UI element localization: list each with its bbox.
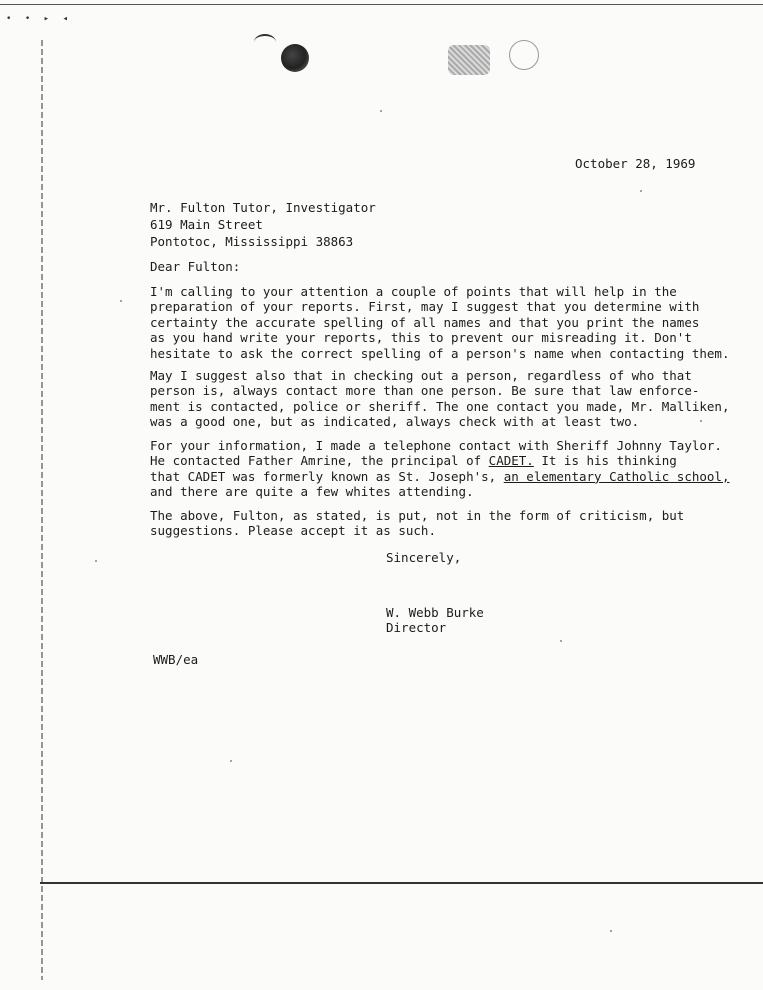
- recipient-line-3: Pontotoc, Mississippi 38863: [150, 234, 354, 249]
- paragraph-line: suggestions. Please accept it as such.: [150, 523, 436, 539]
- paragraph-line: [150, 453, 710, 468]
- stamp-blotch: [448, 45, 490, 75]
- paragraph-2: [150, 368, 730, 430]
- recipient-line-2: 619 Main Street: [150, 217, 263, 232]
- paragraph-line: certainty the accurate spelling of all names and that you print the names: [150, 314, 700, 330]
- paragraph-line: preparation of your reports. First, may I suggest that you determine with: [150, 299, 700, 315]
- paragraph-line: and there are quite a few whites attending.: [150, 484, 474, 500]
- paragraph-line: person is, always contact more than one person. Be sure that law enforce-: [150, 383, 700, 399]
- speck: [640, 190, 642, 192]
- speck: [380, 110, 382, 112]
- top-edge-rule: [0, 4, 763, 5]
- speck: [700, 420, 702, 422]
- paragraph-line: was a good one, but as indicated, always check with at least two.: [150, 414, 640, 430]
- recipient-address: [150, 199, 376, 250]
- paragraph-line: [150, 468, 730, 484]
- paragraph-line: May I suggest also that in checking out a person, regardless of who that: [150, 368, 692, 383]
- bottom-edge-rule: [40, 882, 763, 884]
- speck: [230, 760, 232, 762]
- corner-marks: • • ▸ ◂: [6, 14, 72, 24]
- paragraph-1: [150, 284, 730, 361]
- left-margin-line: [41, 40, 43, 980]
- signer-name: W. Webb Burke: [386, 605, 484, 620]
- paragraph-segment: It is his thinking: [533, 453, 677, 469]
- paragraph-segment: that CADET was formerly known as St. Joseph's,: [150, 468, 497, 484]
- paragraph-3: [150, 438, 730, 500]
- recipient-line-1: Mr. Fulton Tutor, Investigator: [150, 200, 376, 215]
- speck: [95, 560, 97, 562]
- speck: [560, 640, 562, 642]
- typist-initials: WWB/ea: [153, 652, 199, 667]
- closing: Sincerely,: [386, 550, 462, 565]
- salutation: Dear Fulton:: [150, 259, 241, 274]
- paragraph-line: The above, Fulton, as stated, is put, not in the form of criticism, but: [150, 508, 685, 523]
- paragraph-line: hesitate to ask the correct spelling of a person's name when contacting them.: [150, 345, 730, 361]
- underlined-cadet: CADET.: [488, 453, 534, 469]
- hole-arc-mark: [254, 34, 276, 50]
- letter-date: October 28, 1969: [575, 156, 696, 171]
- paragraph-line: as you hand write your reports, this to prevent our misreading it. Don't: [150, 330, 692, 346]
- paragraph-line: ment is contacted, police or sheriff. The one contact you made, Mr. Malliken,: [150, 398, 730, 414]
- paragraph-line: For your information, I made a telephone contact with Sheriff Johnny Taylor.: [150, 438, 722, 453]
- punch-hole-left: [281, 44, 309, 72]
- underlined-school-phrase: an elementary Catholic school,: [503, 468, 730, 484]
- speck: [120, 300, 122, 302]
- signer-title: Director: [386, 620, 447, 635]
- paragraph-line: I'm calling to your attention a couple of points that will help in the: [150, 284, 677, 299]
- punch-hole-right: [509, 40, 539, 70]
- paragraph-4: [150, 508, 710, 539]
- speck: [610, 930, 612, 932]
- signature-block: [386, 605, 484, 635]
- paragraph-segment: He contacted Father Amrine, the principal of: [150, 453, 482, 469]
